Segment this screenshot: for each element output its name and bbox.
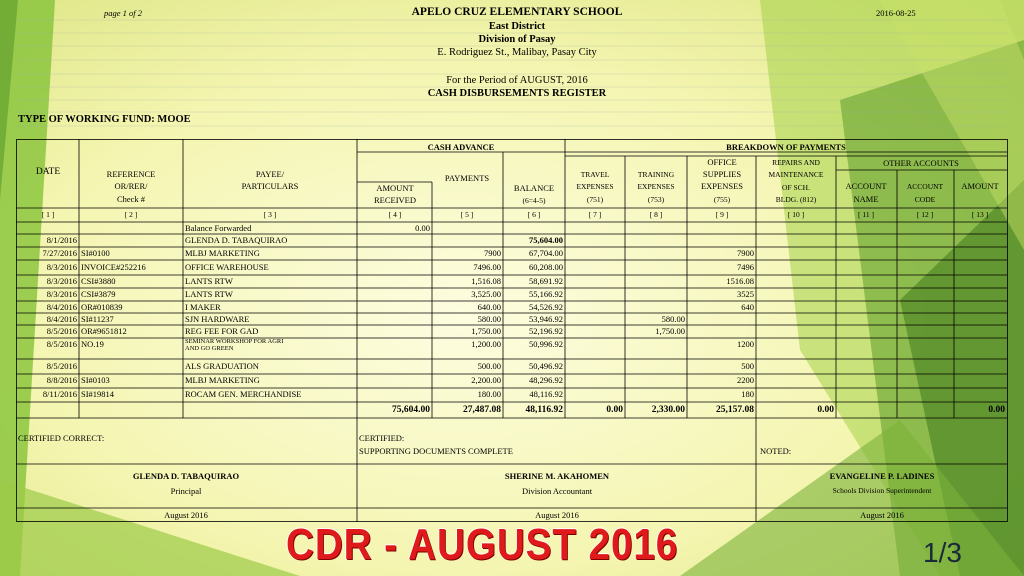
row-training: 580.00 [661, 314, 685, 324]
cdr-banner-title: CDR - AUGUST 2016 [286, 520, 679, 569]
row-balance: 55,166.92 [529, 289, 563, 299]
row-date: 8/5/2016 [46, 339, 77, 349]
row-reference: NO.19 [81, 339, 104, 349]
row-balance: 50,996.92 [529, 339, 563, 349]
row-date: 8/3/2016 [46, 262, 77, 272]
row-balance: 48,116.92 [529, 389, 563, 399]
report-title: CASH DISBURSEMENTS REGISTER [427, 88, 607, 99]
total-amount-received: 75,604.00 [392, 405, 430, 415]
row-reference: SI#19814 [81, 389, 115, 399]
superintendent-title: Schools Division Superintendent [832, 486, 932, 495]
col-payments-header: PAYMENTS [444, 173, 490, 183]
row-date: 8/3/2016 [46, 289, 77, 299]
col-date-header: DATE [35, 167, 61, 177]
report-date: 2016-08-25 [876, 8, 916, 18]
col-number-11: [ 11 ] [858, 210, 874, 219]
col-number-9: [ 9 ] [715, 210, 729, 219]
row-payments: 640.00 [477, 302, 501, 312]
total-travel: 0.00 [606, 405, 623, 415]
col-account-name-header-2: NAME [853, 194, 879, 204]
col-balance-header-2: (6=4-5) [522, 196, 546, 205]
row-date: 8/4/2016 [46, 314, 77, 324]
school-address: E. Rodriguez St., Malibay, Pasay City [437, 47, 597, 58]
col-reference-header-2: OR/RER/ [114, 181, 148, 191]
row-payee: I MAKER [185, 302, 221, 312]
superintendent-month: August 2016 [860, 510, 904, 520]
row-balance: 52,196.92 [529, 326, 563, 336]
row-payee: SEMINAR WORKSHOP FOR AGRI AND GO GREEN [185, 338, 284, 353]
accountant-title: Division Accountant [521, 486, 593, 496]
row-training: 1,750.00 [655, 326, 685, 336]
row-payee: LANTS RTW [185, 276, 233, 286]
row-balance: 67,704.00 [529, 248, 563, 258]
noted-label: NOTED: [760, 446, 792, 456]
row-date: 8/5/2016 [46, 361, 77, 371]
row-payee: LANTS RTW [185, 289, 233, 299]
row-date: 8/11/2016 [42, 389, 77, 399]
total-payments: 27,487.08 [463, 405, 501, 415]
superintendent-name: EVANGELINE P. LADINES [829, 471, 935, 481]
row-date: 8/8/2016 [46, 375, 77, 385]
col-amount-header: AMOUNT [961, 181, 999, 191]
row-reference: INVOICE#252216 [81, 262, 146, 272]
total-office: 25,157.08 [716, 405, 754, 415]
row-date: 8/1/2016 [46, 235, 77, 245]
col-number-8: [ 8 ] [649, 210, 663, 219]
col-travel-header-3: (751) [586, 195, 604, 204]
row-office-supplies: 7496 [737, 262, 754, 272]
col-travel-header-1: TRAVEL [580, 170, 610, 179]
row-payee: REG FEE FOR GAD [185, 326, 259, 336]
row-payee: ALS GRADUATION [185, 361, 259, 371]
report-period: For the Period of AUGUST, 2016 [446, 75, 588, 86]
row-date: 8/4/2016 [46, 302, 77, 312]
row-reference: OR#010839 [81, 302, 123, 312]
total-balance: 48,116.92 [525, 405, 563, 415]
principal-title: Principal [170, 486, 202, 496]
row-office-supplies: 2200 [737, 375, 754, 385]
row-balance: 58,691.92 [529, 276, 563, 286]
row-payments: 580.00 [477, 314, 501, 324]
row-payee: OFFICE WAREHOUSE [185, 262, 269, 272]
col-account-code-header-1: ACCOUNT [906, 182, 944, 191]
school-name: APELO CRUZ ELEMENTARY SCHOOL [411, 6, 623, 18]
page-indicator: page 1 of 2 [104, 8, 143, 18]
col-balance-header-1: BALANCE [513, 183, 555, 193]
col-repairs-header-2: MAINTENANCE [768, 170, 824, 179]
col-training-header-2: EXPENSES [637, 182, 675, 191]
col-repairs-header-1: REPAIRS AND [772, 158, 820, 167]
row-office-supplies: 1516.08 [726, 276, 754, 286]
row-date: 7/27/2016 [42, 248, 77, 258]
row-payee: GLENDA D. TABAQUIRAO [185, 235, 288, 245]
certified-correct-label: CERTIFIED CORRECT: [18, 433, 105, 443]
row-balance: 60,208.00 [529, 262, 563, 272]
col-number-7: [ 7 ] [588, 210, 602, 219]
col-travel-header-2: EXPENSES [576, 182, 614, 191]
col-number-6: [ 6 ] [527, 210, 541, 219]
row-reference: SI#11237 [81, 314, 114, 324]
cash-advance-header: CASH ADVANCE [427, 142, 495, 152]
row-reference: SI#0103 [81, 375, 110, 385]
row-office-supplies: 3525 [737, 289, 754, 299]
col-training-header-3: (753) [647, 195, 665, 204]
col-office-header-4: (755) [713, 195, 731, 204]
col-number-5: [ 5 ] [460, 210, 474, 219]
other-accounts-header: OTHER ACCOUNTS [883, 158, 959, 168]
col-number-13: [ 13 ] [971, 210, 989, 219]
col-number-12: [ 12 ] [916, 210, 934, 219]
principal-name: GLENDA D. TABAQUIRAO [132, 471, 240, 481]
row-payee: MLBJ MARKETING [185, 375, 260, 385]
total-training: 2,330.00 [651, 405, 685, 415]
row-reference: SI#0100 [81, 248, 110, 258]
row-payments: 500.00 [477, 361, 501, 371]
col-reference-header-1: REFERENCE [106, 169, 156, 179]
row-payments: 1,516.08 [471, 276, 501, 286]
breakdown-header: BREAKDOWN OF PAYMENTS [726, 142, 846, 152]
row-office-supplies: 7900 [737, 248, 754, 258]
row-balance: 54,526.92 [529, 302, 563, 312]
col-repairs-header-4: BLDG. (812) [775, 195, 817, 204]
row-balance: 50,496.92 [529, 361, 563, 371]
row-reference: CSI#3880 [81, 276, 116, 286]
row-office-supplies: 180 [741, 389, 754, 399]
col-number-2: [ 2 ] [124, 210, 138, 219]
accountant-name: SHERINE M. AKAHOMEN [504, 471, 610, 481]
certified-label: CERTIFIED: [359, 433, 405, 443]
row-date: 8/5/2016 [46, 326, 77, 336]
col-account-name-header-1: ACCOUNT [845, 181, 887, 191]
total-other-amount: 0.00 [988, 405, 1005, 415]
cash-disbursements-register [16, 4, 1008, 522]
division-name: Division of Pasay [478, 34, 556, 45]
col-training-header-1: TRAINING [637, 170, 675, 179]
principal-month: August 2016 [164, 510, 208, 520]
col-number-4: [ 4 ] [388, 210, 402, 219]
row-reference: OR#9651812 [81, 326, 127, 336]
col-number-10: [ 10 ] [787, 210, 805, 219]
supporting-documents-label: SUPPORTING DOCUMENTS COMPLETE [359, 446, 513, 456]
col-amount-received-header-1: AMOUNT [376, 183, 414, 193]
row-payments: 7900 [484, 248, 501, 258]
accountant-month: August 2016 [535, 510, 579, 520]
col-amount-received-header-2: RECEIVED [373, 195, 417, 205]
row-office-supplies: 1200 [737, 339, 754, 349]
total-repairs: 0.00 [817, 405, 834, 415]
row-reference: CSI#3879 [81, 289, 116, 299]
row-balance: 48,296.92 [529, 375, 563, 385]
fund-type: TYPE OF WORKING FUND: MOOE [18, 114, 191, 125]
row-office-supplies: 500 [741, 361, 754, 371]
row-payee: Balance Forwarded [185, 223, 252, 233]
row-payee: SJN HARDWARE [185, 314, 250, 324]
row-balance: 53,946.92 [529, 314, 563, 324]
col-office-header-2: SUPPLIES [702, 169, 742, 179]
col-repairs-header-3: OF SCH. [782, 183, 810, 192]
row-payee: MLBJ MARKETING [185, 248, 260, 258]
col-payee-header-2: PARTICULARS [241, 181, 299, 191]
col-account-code-header-2: CODE [914, 195, 936, 204]
row-balance: 75,604.00 [529, 235, 563, 245]
row-payments: 1,750.00 [471, 326, 501, 336]
row-amount-received: 0.00 [415, 223, 430, 233]
slide-number: 1/3 [923, 537, 962, 568]
row-date: 8/3/2016 [46, 276, 77, 286]
row-office-supplies: 640 [741, 302, 754, 312]
col-office-header-1: OFFICE [707, 157, 737, 167]
col-number-3: [ 3 ] [263, 210, 277, 219]
district-name: East District [488, 21, 546, 32]
col-office-header-3: EXPENSES [700, 181, 744, 191]
row-payments: 1,200.00 [471, 339, 501, 349]
row-payments: 2,200.00 [471, 375, 501, 385]
row-payments: 7496.00 [473, 262, 501, 272]
col-reference-header-3: Check # [116, 194, 146, 204]
row-payments: 3,525.00 [471, 289, 501, 299]
row-payments: 180.00 [477, 389, 501, 399]
col-number-1: [ 1 ] [41, 210, 55, 219]
col-payee-header-1: PAYEE/ [255, 169, 285, 179]
row-payee: ROCAM GEN. MERCHANDISE [185, 389, 302, 399]
